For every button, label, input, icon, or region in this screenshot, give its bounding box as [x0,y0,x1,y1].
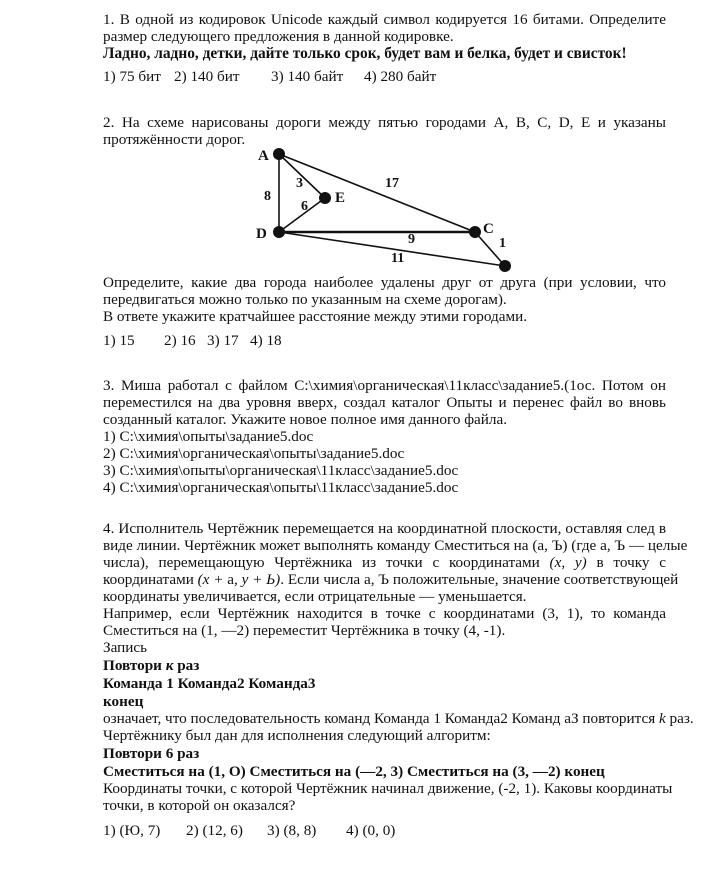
q4-option-1[interactable]: 1) (Ю, 7) [103,822,161,839]
road-length-A-C: 17 [385,176,399,191]
q2-after-line1: Определите, какие два города наиболее удалены друг от друга (при условии, что [103,274,666,291]
question-4 [103,520,694,839]
q1-option-4[interactable]: 4) 280 байт [364,68,437,85]
road-length-A-E: 3 [296,176,303,191]
q3-option-4[interactable]: 4) С:\химия\органическая\опыты\11класс\задание5.doc [103,479,459,496]
q4-means-var: k [658,710,666,727]
q3-option-1[interactable]: 1) С:\химия\опыты\задание5.doc [103,428,314,445]
city-label-C: C [483,221,494,237]
q4-line3-tail: в точку с [586,554,666,571]
q3-option-2[interactable]: 2) С:\химия\органическая\опыты\задание5.doc [103,445,405,462]
q1-option-3[interactable]: 3) 140 байт [271,68,344,85]
q4-line6: Например, если Чертёжник находится в точке с координатами (3, 1), то команда [103,605,666,622]
q4-start-line1: Координаты точки, с которой Чертёжник начинал движение, (-2, 1). Каковы координаты [103,780,673,797]
q3-text-line1: 3. Миша работал с файлом С:\химия\органическая\11класс\задание5.(1ос. Потом он [103,377,666,394]
q4-repeat-suffix: раз [173,657,200,674]
q4-means [103,710,694,727]
q2-text-line2: протяжённости дорог. [103,131,246,148]
q4-repeat-label: Повтори [103,657,166,674]
road-A-C [279,154,475,232]
q2-option-3[interactable]: 3) 17 [207,332,239,349]
q3-text-line3: созданный каталог. Укажите новое полное имя данного файла. [103,411,508,428]
q1-options [103,68,666,85]
question-2-body [103,274,666,349]
q1-text-line2: размер следующего предложения в данной кодировке. [103,28,454,45]
q3-text-line2: переместился на два уровня вверх, создал каталог Опыты и перенес файл во вновь [103,394,666,411]
q4-algo-repeat: Повтори 6 раз [103,745,200,762]
city-label-E: E [335,190,346,206]
q4-line4 [103,571,679,588]
q2-text-line1: 2. На схеме нарисованы дороги между пятью городами A, B, C, D, E и указаны [103,114,666,131]
question-1 [103,11,666,85]
q4-commands: Команда 1 Команда2 Команда3 [103,675,316,692]
city-node-D [273,226,285,238]
q4-line4-y: , y + Ь) [234,571,281,588]
question-3 [103,377,666,496]
q4-line4-a: a [227,571,235,588]
road-length-A-D: 8 [264,189,271,204]
q4-line4-x: (x + [197,571,228,588]
q1-option-1[interactable]: 1) 75 бит [103,68,161,85]
road-length-D-B: 11 [391,251,405,266]
q4-algo-commands: Сместиться на (1, О) Сместиться на (—2, 3) Сместиться на (3, —2) конец [103,763,605,780]
city-label-A: A [258,148,269,164]
q2-option-4[interactable]: 4) 18 [250,332,282,349]
road-length-C-B: 1 [499,236,506,251]
q4-options [103,822,666,839]
q2-option-1[interactable]: 1) 15 [103,332,135,349]
city-node-B [499,260,511,272]
q4-start-line2: точки, в которой он оказался? [103,797,296,814]
q2-after-line3: В ответе укажите кратчайшее расстояние между этими городами. [103,308,527,325]
q4-repeat-k [103,657,666,674]
q4-line2: виде линии. Чертёжник может выполнять команду Сместиться на (а, Ъ) (где а, Ъ — целые [103,537,688,554]
q4-line5: координаты увеличивается, если отрицательные — уменьшается. [103,588,527,605]
q4-line3 [103,554,666,571]
roads-graph-diagram [250,140,540,278]
q4-option-2[interactable]: 2) (12, 6) [186,822,243,839]
q4-line4-tail: . Если числа а, Ъ положительные, значение соответствующей [280,571,679,588]
q4-option-3[interactable]: 3) (8, 8) [267,822,317,839]
q1-text-line1: 1. В одной из кодировок Unicode каждый символ кодируется 16 битами. Определите [103,11,666,28]
q4-line3-coords: (x, y) [549,554,587,571]
q2-option-2[interactable]: 2) 16 [164,332,196,349]
q4-line7: Сместиться на (1, —2) переместит Чертёжника в точку (4, -1). [103,622,506,639]
q4-line3-text: числа), перемещающую Чертёжника из точки с координатами [103,554,550,571]
q1-sentence: Ладно, ладно, детки, дайте только срок, будет вам и белка, будет и свисток! [103,45,627,62]
city-node-E [319,192,331,204]
q4-repeat-var: к [165,657,174,674]
q2-after-line2: передвигаться можно только по указанным на схеме дорогам). [103,291,507,308]
q4-line8: Запись [103,639,148,656]
road-length-E-D: 6 [301,199,308,214]
q4-given: Чертёжнику был дан для исполнения следующий алгоритм: [103,727,491,744]
q4-end: конец [103,693,144,710]
q4-means-suffix: раз. [665,710,694,727]
city-node-A [273,148,285,160]
city-label-D: D [256,226,267,242]
q4-line1: 4. Исполнитель Чертёжник перемещается на координатной плоскости, оставляя след в [103,520,666,537]
road-length-D-C: 9 [408,232,415,247]
city-node-C [469,226,481,238]
q4-option-4[interactable]: 4) (0, 0) [346,822,396,839]
q3-option-3[interactable]: 3) С:\химия\опыты\органическая\11класс\задание5.doc [103,462,459,479]
q4-line4-text: координатами [103,571,198,588]
q2-options [103,332,666,349]
q1-option-2[interactable]: 2) 140 бит [174,68,240,85]
q4-means-text: означает, что последовательность команд Команда 1 Команда2 Команд аЗ повторится [103,710,659,727]
